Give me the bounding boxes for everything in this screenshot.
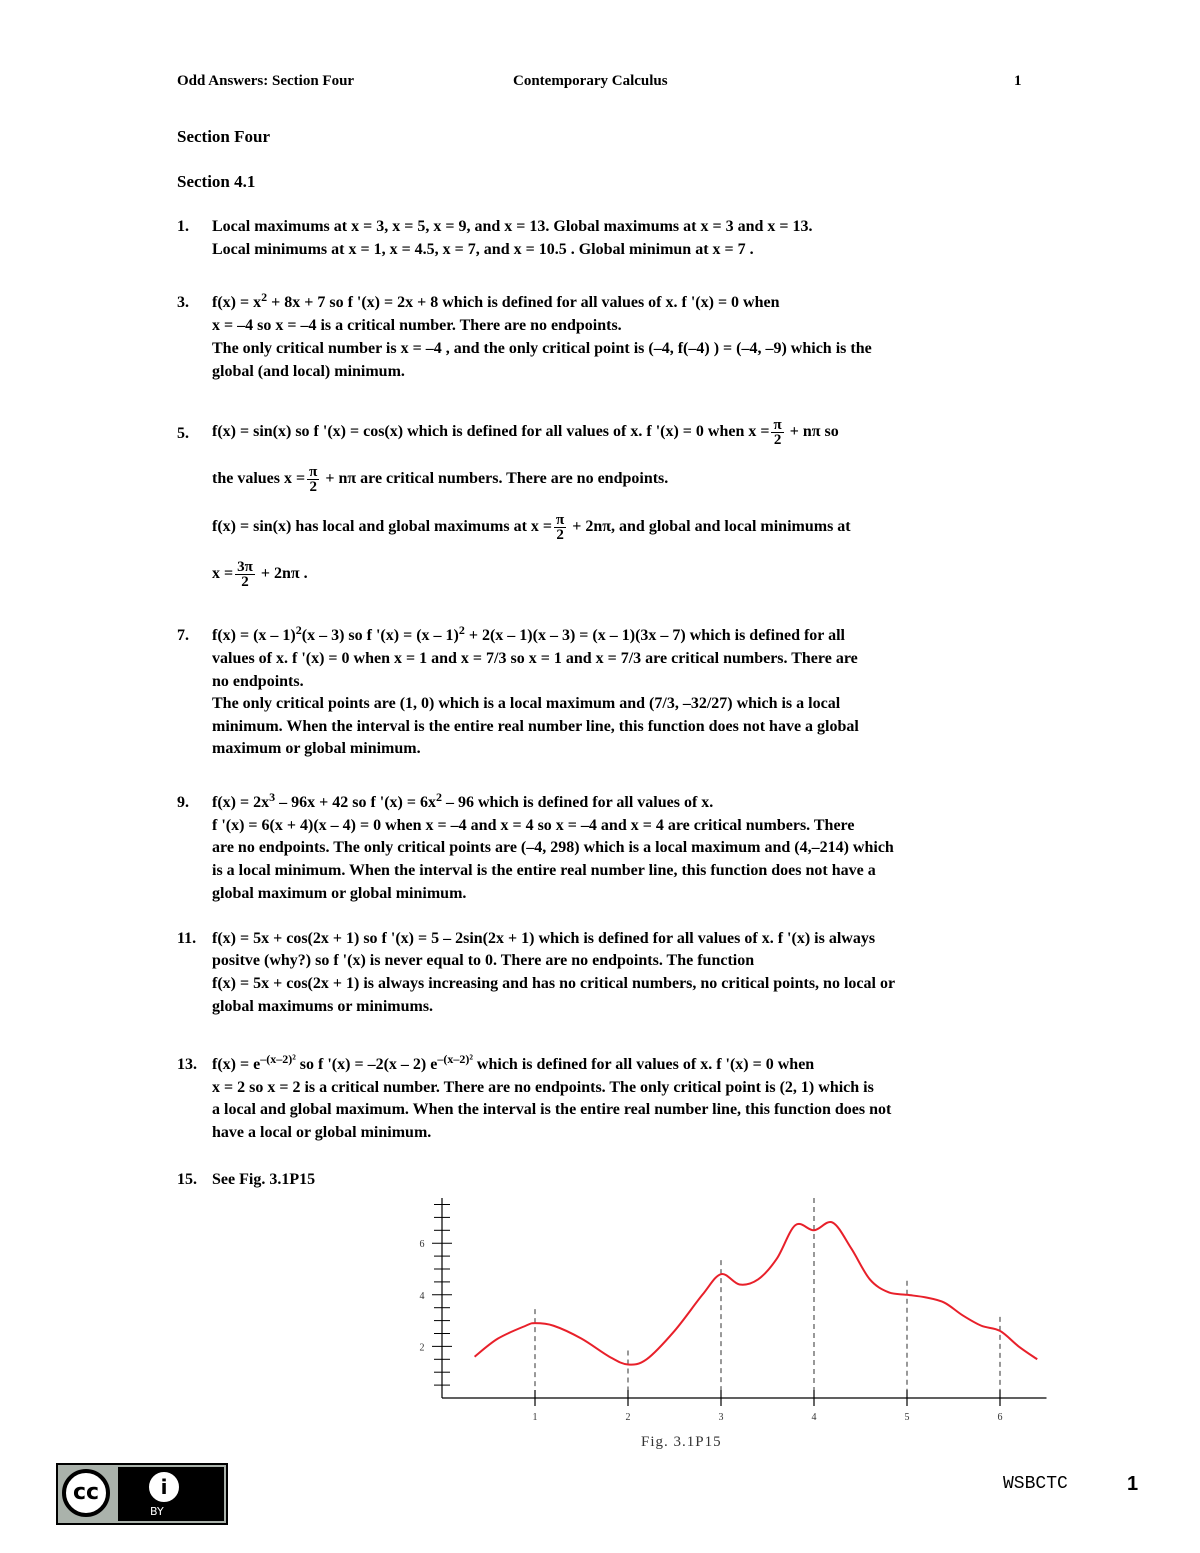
y-tick-label-2: 2 xyxy=(419,1342,425,1354)
problem-9-line-4: is a local minimum. When the interval is the entire real number line, this function does not have a xyxy=(212,862,876,879)
problem-1-line-1: Local maximums at x = 3, x = 5, x = 9, and x = 13. Global maximums at x = 3 and x = 13. xyxy=(212,218,813,235)
graph-ticks xyxy=(420,1205,1003,1424)
problem-5-line-1: f(x) = sin(x) so f '(x) = cos(x) which is defined for all values of x. f '(x) = 0 when x = $\frac{\pi}{2}$ + nπ so xyxy=(212,416,839,448)
graph-curve xyxy=(475,1222,1038,1365)
figure-caption: Fig. 3.1P15 xyxy=(641,1434,722,1450)
problem-5-line-2: the values x = $\frac{\pi}{2}$ + nπ are critical numbers. There are no endpoints. xyxy=(212,463,669,495)
problem-11-line-4: global maximums or minimums. xyxy=(212,998,434,1015)
graph-axes xyxy=(442,1198,1047,1398)
fraction-pi-over-2: $\frac{\pi}{2}$ xyxy=(556,511,565,543)
fraction-3pi-over-2: $\frac{3\pi}{2}$ xyxy=(237,558,253,590)
problem-11-line-2: positve (why?) so f '(x) is never equal to 0. There are no endpoints. The function xyxy=(212,952,755,969)
x-tick-label-5: 5 xyxy=(904,1412,910,1423)
problem-number-11: 11. xyxy=(177,930,197,947)
problem-3-line-1: $f(x) = x^2 + 8x + 7$ so f '(x) = 2x + 8 which is defined for all values of x. f '(x) = 0 when xyxy=(212,290,780,311)
problem-9-line-2: f '(x) = 6(x + 4)(x – 4) = 0 when x = –4 and x = 4 so x = –4 and x = 4 are critical numbers. There xyxy=(212,817,855,834)
problem-9-line-1: $f(x) = 2x^3 - 96x + 42$ so f '$(x) = 6x^2 - 96$ which is defined for all values of x. xyxy=(212,790,714,811)
attribution-person-icon: i xyxy=(146,1469,182,1505)
problem-15-line-1: See Fig. 3.1P15 xyxy=(212,1171,316,1188)
x-tick-label-3: 3 xyxy=(718,1412,724,1423)
problem-3-line-3: The only critical number is x = –4 , and the only critical point is (–4, f(–4) ) = (–4, –9) which is the xyxy=(212,340,872,357)
x-tick-label-1: 1 xyxy=(532,1412,538,1423)
running-header-center: Contemporary Calculus xyxy=(513,73,668,89)
problem-7-line-3: no endpoints. xyxy=(212,673,304,690)
problem-number-7: 7. xyxy=(177,627,189,644)
running-header-left: Odd Answers: Section Four xyxy=(177,73,355,89)
problem-13-line-2: x = 2 so x = 2 is a critical number. There are no endpoints. The only critical point is (2, 1) which is xyxy=(212,1079,874,1096)
y-tick-label-6: 6 xyxy=(419,1239,425,1251)
problem-9-line-3: are no endpoints. The only critical points are (–4, 298) which is a local maximum and (4,–214) which xyxy=(212,839,894,856)
fraction-pi-over-2: $\frac{\pi}{2}$ xyxy=(773,416,782,448)
problem-11-line-3: f(x) = 5x + cos(2x + 1) is always increasing and has no critical numbers, no critical points, no local or xyxy=(212,975,896,992)
problem-5-line-3: f(x) = sin(x) has local and global maximums at x = $\frac{\pi}{2}$ + 2nπ, and global and local minimums at xyxy=(212,511,851,543)
figure-3-1p15-graph xyxy=(400,1190,1060,1455)
section-title: Section Four xyxy=(177,127,271,146)
problem-13-line-3: a local and global maximum. When the interval is the entire real number line, this function does not xyxy=(212,1101,892,1118)
x-tick-label-6: 6 xyxy=(997,1412,1003,1423)
problem-13-line-1: $f(x) = e^{-(x-2)^2}$ so f '(x) = –2(x – 2) $e^{-(x-2)^2}$ which is defined for all values of x. f '(x) = 0 when xyxy=(212,1052,815,1073)
problem-9-line-5: global maximum or global minimum. xyxy=(212,885,467,902)
running-header-page-number: 1 xyxy=(1014,73,1022,89)
problem-number-3: 3. xyxy=(177,294,189,311)
x-tick-label-2: 2 xyxy=(625,1412,631,1423)
fraction-pi-over-2: $\frac{\pi}{2}$ xyxy=(309,463,318,495)
problem-number-15: 15. xyxy=(177,1171,197,1188)
problem-number-9: 9. xyxy=(177,794,189,811)
footer-page-number: 1 xyxy=(1127,1473,1139,1495)
y-tick-label-4: 4 xyxy=(419,1290,425,1302)
problem-1-line-2: Local minimums at x = 1, x = 4.5, x = 7, and x = 10.5 . Global minimun at x = 7 . xyxy=(212,241,754,258)
problem-number-1: 1. xyxy=(177,218,189,235)
cc-icon: cc xyxy=(62,1469,110,1517)
problem-7-line-2: values of x. f '(x) = 0 when x = 1 and x = 7/3 so x = 1 and x = 7/3 are critical numbers. There are xyxy=(212,650,858,667)
problem-13-line-4: have a local or global minimum. xyxy=(212,1124,432,1141)
problem-5-line-4: x = $\frac{3\pi}{2}$ + 2nπ . xyxy=(212,558,308,590)
problem-7-line-1: f(x) = (x – 1)$^2$(x – 3) so f '(x) = (x – 1)$^2$ + 2(x – 1)(x – 3) = (x – 1)(3x – 7) which is defined for all xyxy=(212,623,845,644)
problem-3-line-4: global (and local) minimum. xyxy=(212,363,405,380)
problem-7-line-5: minimum. When the interval is the entire real number line, this function does not have a global xyxy=(212,718,859,735)
footer-org: WSBCTC xyxy=(1003,1474,1068,1494)
problem-3-line-2: x = –4 so x = –4 is a critical number. There are no endpoints. xyxy=(212,317,622,334)
problem-11-line-1: f(x) = 5x + cos(2x + 1) so f '(x) = 5 – 2sin(2x + 1) which is defined for all values of x. f '(x) is always xyxy=(212,930,876,947)
cc-by-license-badge xyxy=(56,1463,228,1525)
x-tick-label-4: 4 xyxy=(811,1412,817,1423)
problem-number-13: 13. xyxy=(177,1056,197,1073)
problem-7-line-6: maximum or global minimum. xyxy=(212,740,421,757)
problem-7-line-4: The only critical points are (1, 0) which is a local maximum and (7/3, –32/27) which is a local xyxy=(212,695,841,712)
cc-by-label: BY xyxy=(150,1505,164,1518)
subsection-title: Section 4.1 xyxy=(177,172,256,191)
problem-number-5: 5. xyxy=(177,425,189,442)
